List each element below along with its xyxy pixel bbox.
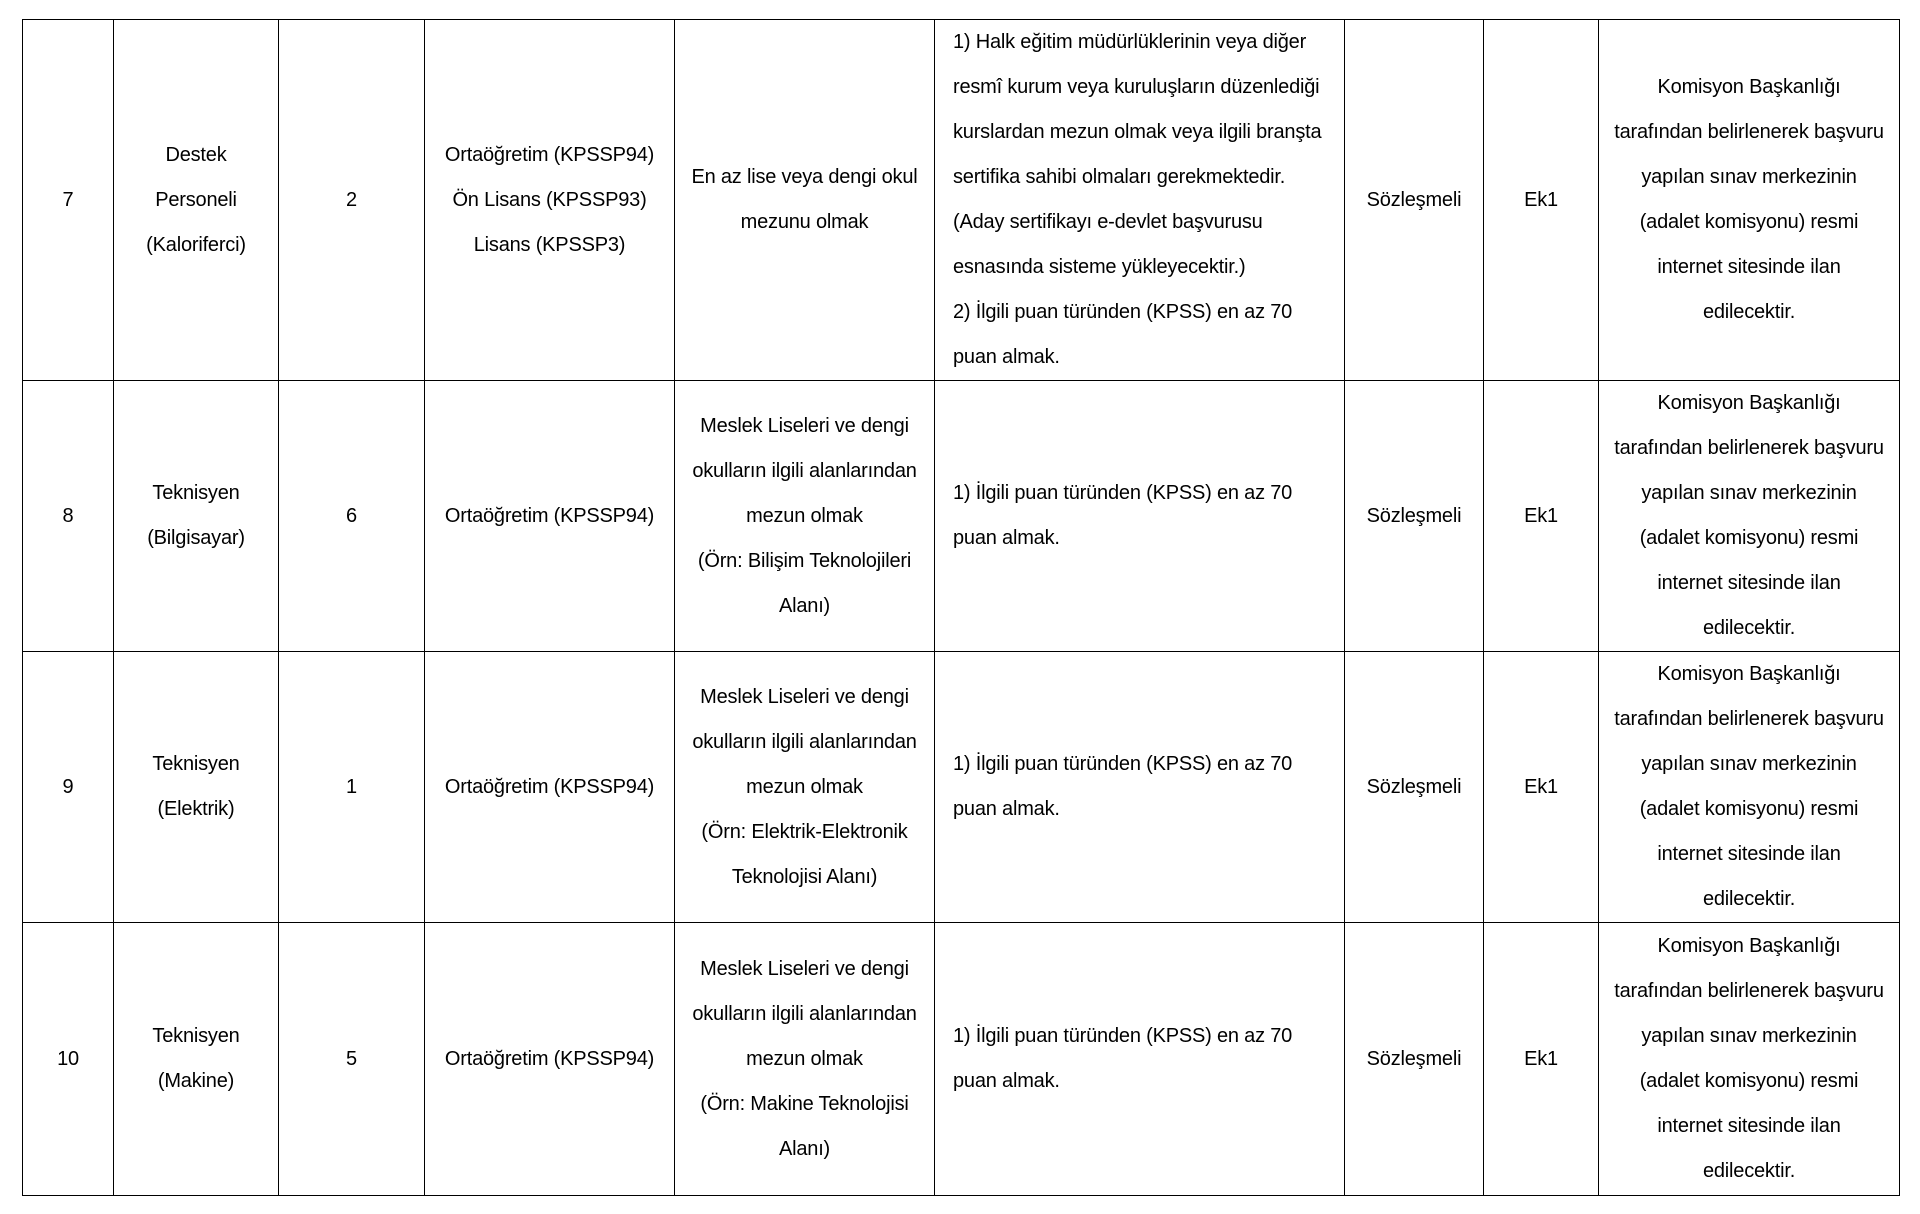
cell-qualification	[675, 652, 935, 923]
table-row	[23, 20, 1900, 381]
cell-contract-type: Sözleşmeli	[1345, 923, 1484, 1196]
cell-exam-center-line: tarafından belirlenerek başvuru	[1614, 437, 1884, 459]
cell-qualification-line: mezunu olmak	[740, 211, 869, 233]
table-row	[23, 381, 1900, 652]
cell-qualification-line: (Örn: Elektrik-Elektronik	[701, 820, 908, 843]
cell-row-number: 10	[23, 923, 114, 1196]
cell-conditions	[935, 20, 1345, 381]
cell-conditions-line: 1) İlgili puan türünden (KPSS) en az 70	[953, 753, 1293, 775]
cell-exam-center-line: tarafından belirlenerek başvuru	[1614, 980, 1884, 1002]
cell-qualification-line: (Örn: Bilişim Teknolojileri	[697, 549, 912, 572]
table-row	[23, 652, 1900, 923]
cell-qualification-line: (Örn: Makine Teknolojisi	[700, 1092, 909, 1115]
cell-position-title-line: Destek	[165, 143, 227, 166]
cell-exam-center-line: edilecektir.	[1702, 1160, 1796, 1182]
cell-conditions	[935, 381, 1345, 652]
cell-qualification-line: Teknolojisi Alanı)	[731, 865, 878, 888]
cell-row-number: 7	[23, 20, 114, 381]
cell-education-level-line: Ön Lisans (KPSSP93)	[452, 188, 647, 211]
table-row	[23, 923, 1900, 1196]
cell-qualification-line: Alanı)	[778, 1137, 831, 1160]
cell-qualification-line: mezun olmak	[746, 1047, 863, 1070]
cell-qualification	[675, 381, 935, 652]
cell-conditions-line: puan almak.	[953, 527, 1060, 549]
cell-exam-center-line: tarafından belirlenerek başvuru	[1614, 121, 1884, 143]
cell-education-level-line: Ortaöğretim (KPSSP94)	[444, 504, 655, 527]
cell-exam-center	[1599, 923, 1900, 1196]
cell-annex: Ek1	[1484, 923, 1599, 1196]
cell-exam-center-line: (adalet komisyonu) resmi	[1639, 211, 1859, 233]
cell-exam-center-line: internet sitesinde ilan	[1657, 256, 1841, 278]
cell-exam-center-line: Komisyon Başkanlığı	[1657, 935, 1841, 957]
cell-conditions-line: 2) İlgili puan türünden (KPSS) en az 70	[953, 301, 1293, 323]
cell-conditions-line: sertifika sahibi olmaları gerekmektedir.	[953, 166, 1286, 188]
cell-conditions-line: esnasında sisteme yükleyecektir.)	[953, 256, 1246, 278]
cell-conditions-line: 1) İlgili puan türünden (KPSS) en az 70	[953, 1025, 1293, 1047]
cell-qualification	[675, 20, 935, 381]
cell-position-title	[114, 20, 279, 381]
cell-qualification-line: okulların ilgili alanlarından	[692, 1002, 917, 1025]
cell-exam-center-line: Komisyon Başkanlığı	[1657, 76, 1841, 98]
cell-qualification-line: Alanı)	[778, 594, 831, 617]
cell-exam-center-line: (adalet komisyonu) resmi	[1639, 798, 1859, 820]
positions-table	[22, 19, 1900, 1196]
cell-conditions-line: resmî kurum veya kuruluşların düzenlediği	[953, 76, 1320, 98]
cell-qualification-line: okulların ilgili alanlarından	[692, 459, 917, 482]
cell-contract-type: Sözleşmeli	[1345, 20, 1484, 381]
cell-education-level	[425, 381, 675, 652]
cell-conditions-line: puan almak.	[953, 798, 1060, 820]
cell-position-count: 5	[279, 923, 425, 1196]
cell-exam-center-line: edilecektir.	[1702, 617, 1796, 639]
cell-exam-center-line: edilecektir.	[1702, 301, 1796, 323]
cell-exam-center	[1599, 652, 1900, 923]
cell-row-number: 9	[23, 652, 114, 923]
cell-position-title-line: (Makine)	[157, 1070, 235, 1092]
cell-exam-center-line: Komisyon Başkanlığı	[1657, 663, 1841, 685]
cell-exam-center-line: Komisyon Başkanlığı	[1657, 392, 1841, 414]
cell-education-level	[425, 652, 675, 923]
cell-position-title-line: Teknisyen	[152, 482, 240, 504]
cell-qualification-line: okulların ilgili alanlarından	[692, 730, 917, 753]
cell-position-title-line: (Bilgisayar)	[147, 527, 245, 549]
cell-exam-center-line: (adalet komisyonu) resmi	[1639, 527, 1859, 549]
cell-conditions-line: (Aday sertifikayı e-devlet başvurusu	[953, 211, 1263, 233]
cell-exam-center	[1599, 381, 1900, 652]
cell-exam-center-line: internet sitesinde ilan	[1657, 843, 1841, 865]
cell-education-level-line: Ortaöğretim (KPSSP94)	[444, 775, 655, 798]
cell-exam-center	[1599, 20, 1900, 381]
cell-qualification-line: mezun olmak	[746, 504, 863, 527]
cell-position-title-line: Personeli	[155, 188, 237, 211]
cell-qualification-line: En az lise veya dengi okul	[691, 166, 918, 188]
cell-education-level	[425, 20, 675, 381]
cell-conditions-line: 1) İlgili puan türünden (KPSS) en az 70	[953, 482, 1293, 504]
cell-exam-center-line: yapılan sınav merkezinin	[1641, 166, 1857, 188]
cell-qualification-line: Meslek Liseleri ve dengi	[700, 414, 909, 437]
cell-exam-center-line: yapılan sınav merkezinin	[1641, 1025, 1857, 1047]
cell-exam-center-line: (adalet komisyonu) resmi	[1639, 1070, 1859, 1092]
cell-contract-type: Sözleşmeli	[1345, 381, 1484, 652]
cell-education-level	[425, 923, 675, 1196]
cell-exam-center-line: yapılan sınav merkezinin	[1641, 482, 1857, 504]
table-body	[23, 20, 1900, 1196]
cell-qualification	[675, 923, 935, 1196]
cell-position-title-line: Teknisyen	[152, 753, 240, 775]
cell-exam-center-line: tarafından belirlenerek başvuru	[1614, 708, 1884, 730]
cell-row-number: 8	[23, 381, 114, 652]
cell-exam-center-line: yapılan sınav merkezinin	[1641, 753, 1857, 775]
cell-exam-center-line: internet sitesinde ilan	[1657, 1115, 1841, 1137]
cell-position-title	[114, 652, 279, 923]
cell-annex: Ek1	[1484, 652, 1599, 923]
cell-qualification-line: Meslek Liseleri ve dengi	[700, 685, 909, 708]
cell-position-title	[114, 923, 279, 1196]
cell-position-title	[114, 381, 279, 652]
cell-qualification-line: mezun olmak	[746, 775, 863, 798]
cell-conditions	[935, 923, 1345, 1196]
cell-position-title-line: (Elektrik)	[157, 798, 235, 820]
cell-contract-type: Sözleşmeli	[1345, 652, 1484, 923]
cell-annex: Ek1	[1484, 381, 1599, 652]
cell-education-level-line: Lisans (KPSSP3)	[473, 233, 626, 256]
cell-conditions	[935, 652, 1345, 923]
cell-position-count: 6	[279, 381, 425, 652]
cell-position-count: 1	[279, 652, 425, 923]
cell-education-level-line: Ortaöğretim (KPSSP94)	[444, 143, 655, 166]
cell-exam-center-line: internet sitesinde ilan	[1657, 572, 1841, 594]
cell-position-title-line: (Kaloriferci)	[146, 233, 246, 256]
cell-education-level-line: Ortaöğretim (KPSSP94)	[444, 1047, 655, 1070]
cell-annex: Ek1	[1484, 20, 1599, 381]
cell-position-count: 2	[279, 20, 425, 381]
cell-position-title-line: Teknisyen	[152, 1025, 240, 1047]
cell-conditions-line: puan almak.	[953, 346, 1060, 368]
cell-qualification-line: Meslek Liseleri ve dengi	[700, 957, 909, 980]
cell-conditions-line: kurslardan mezun olmak veya ilgili branşta	[953, 121, 1322, 143]
cell-conditions-line: 1) Halk eğitim müdürlüklerinin veya diğer	[953, 31, 1307, 53]
cell-exam-center-line: edilecektir.	[1702, 888, 1796, 910]
cell-conditions-line: puan almak.	[953, 1070, 1060, 1092]
